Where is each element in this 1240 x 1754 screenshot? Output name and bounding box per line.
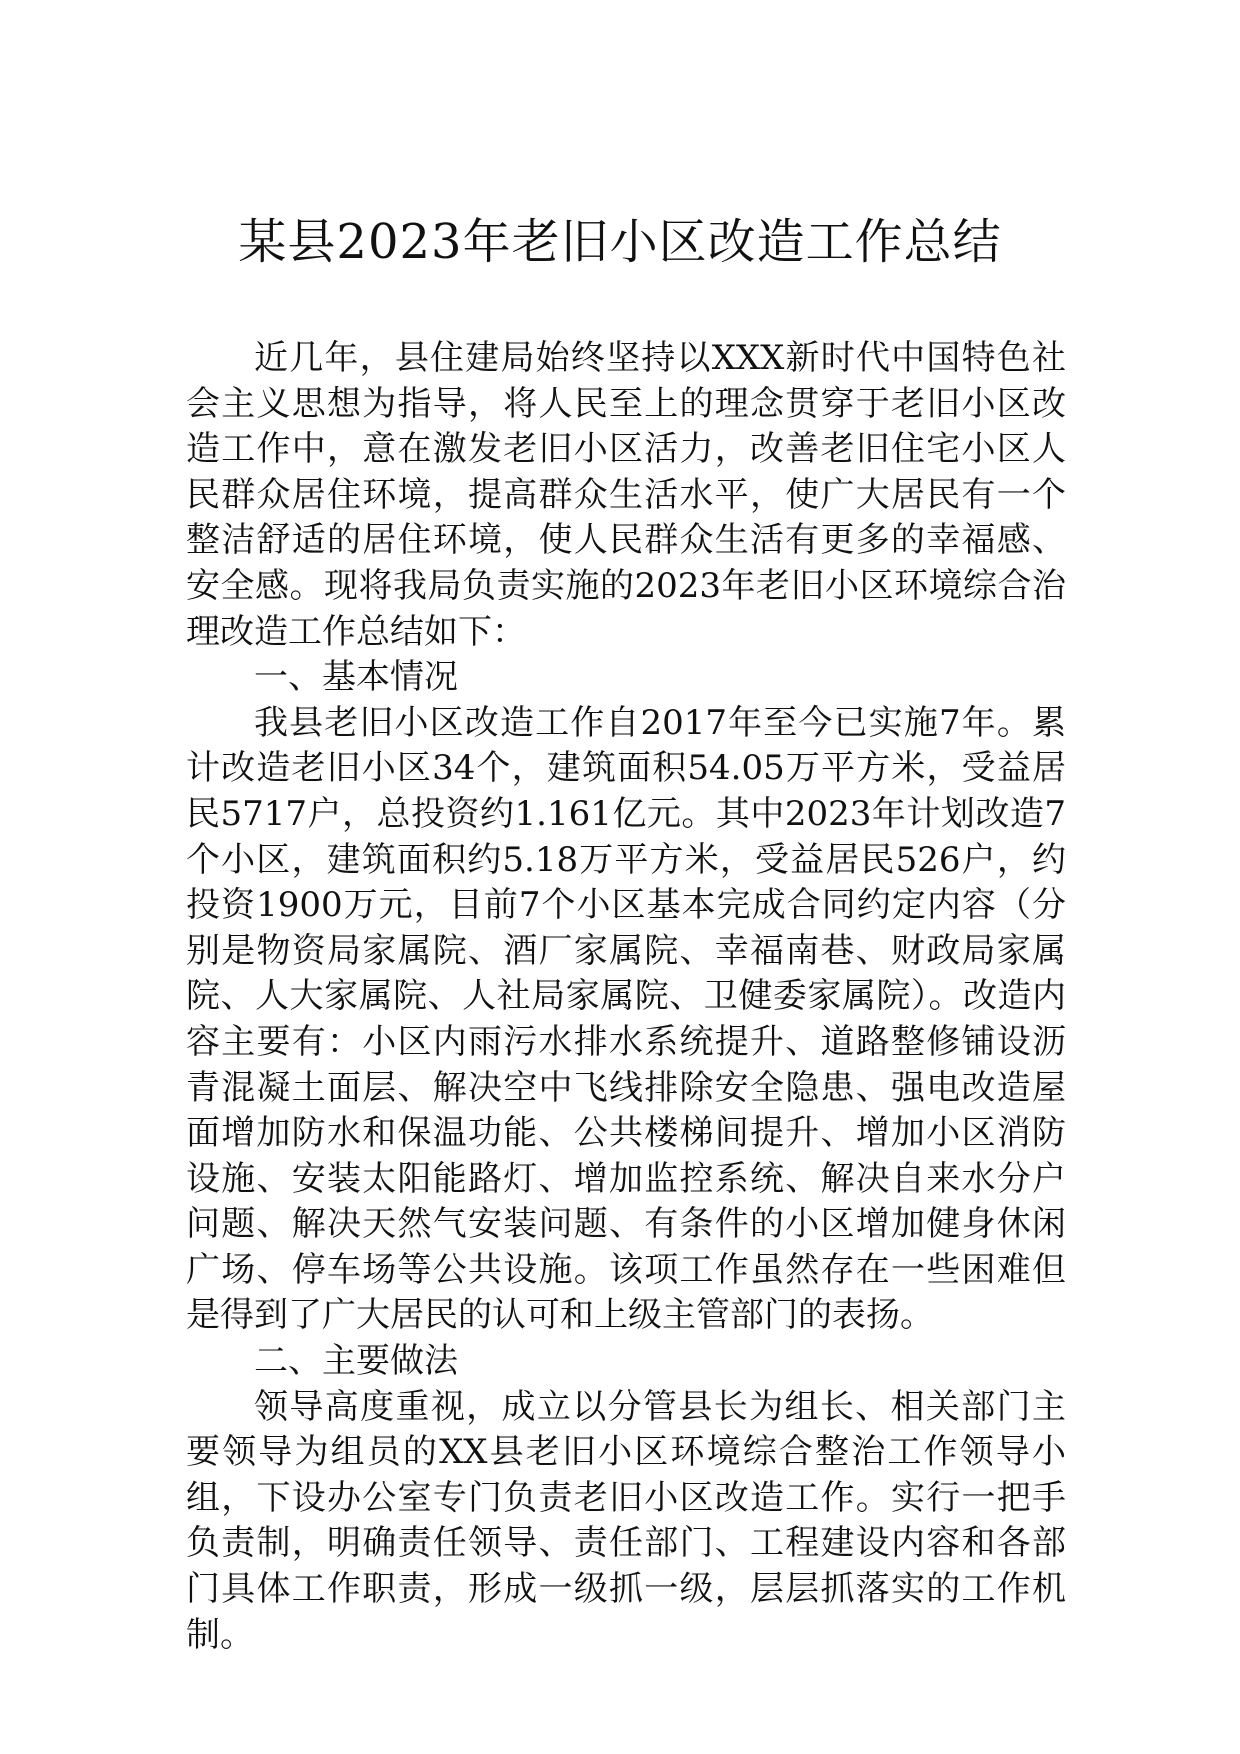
main-practices-paragraph: 领导高度重视，成立以分管县长为组长、相关部门主要领导为组员的XX县老旧小区环境综合整治工作领导小组，下设办公室专门负责老旧小区改造工作。实行一把手负责制，明确责任领导、责任部门、工程建设内容和各部门具体工作职责，形成一级抓一级，层层抓落实的工作机制。 [186,1386,1066,1655]
section-heading-basic-situation: 一、基本情况 [254,657,458,698]
intro-paragraph: 近几年，县住建局始终坚持以XXX新时代中国特色社会主义思想为指导，将人民至上的理念贯穿于老旧小区改造工作中，意在激发老旧小区活力，改善老旧住宅小区人民群众居住环境，提高群众生活水平，使广大居民有一个整洁舒适的居住环境，使人民群众生活有更多的幸福感、安全感。现将我局负责实施的2023年老旧小区环境综合治理改造工作总结如下： [186,338,1066,652]
document-title: 某县2023年老旧小区改造工作总结 [238,214,1002,270]
document-body [186,336,1066,1658]
basic-situation-paragraph: 我县老旧小区改造工作自2017年至今已实施7年。累计改造老旧小区34个，建筑面积54.05万平方米，受益居民5717户，总投资约1.161亿元。其中2023年计划改造7个小区，建筑面积约5.18万平方米，受益居民526户，约投资1900万元，目前7个小区基本完成合同约定内容（分别是物资局家属院、酒厂家属院、幸福南巷、财政局家属院、人大家属院、人社局家属院、卫健委家属院）。改造内容主要有：小区内雨污水排水系统提升、道路整修铺设沥青混凝土面层、解决空中飞线排除安全隐患、强电改造屋面增加防水和保温功能、公共楼梯间提升、增加小区消防设施、安装太阳能路灯、增加监控系统、解决自来水分户问题、解决天然气安装问题、有条件的小区增加健身休闲广场、停车场等公共设施。该项工作虽然存在一些困难但是得到了广大居民的认可和上级主管部门的表扬。 [186,702,1066,1336]
section-heading-main-practices: 二、主要做法 [254,1341,458,1382]
